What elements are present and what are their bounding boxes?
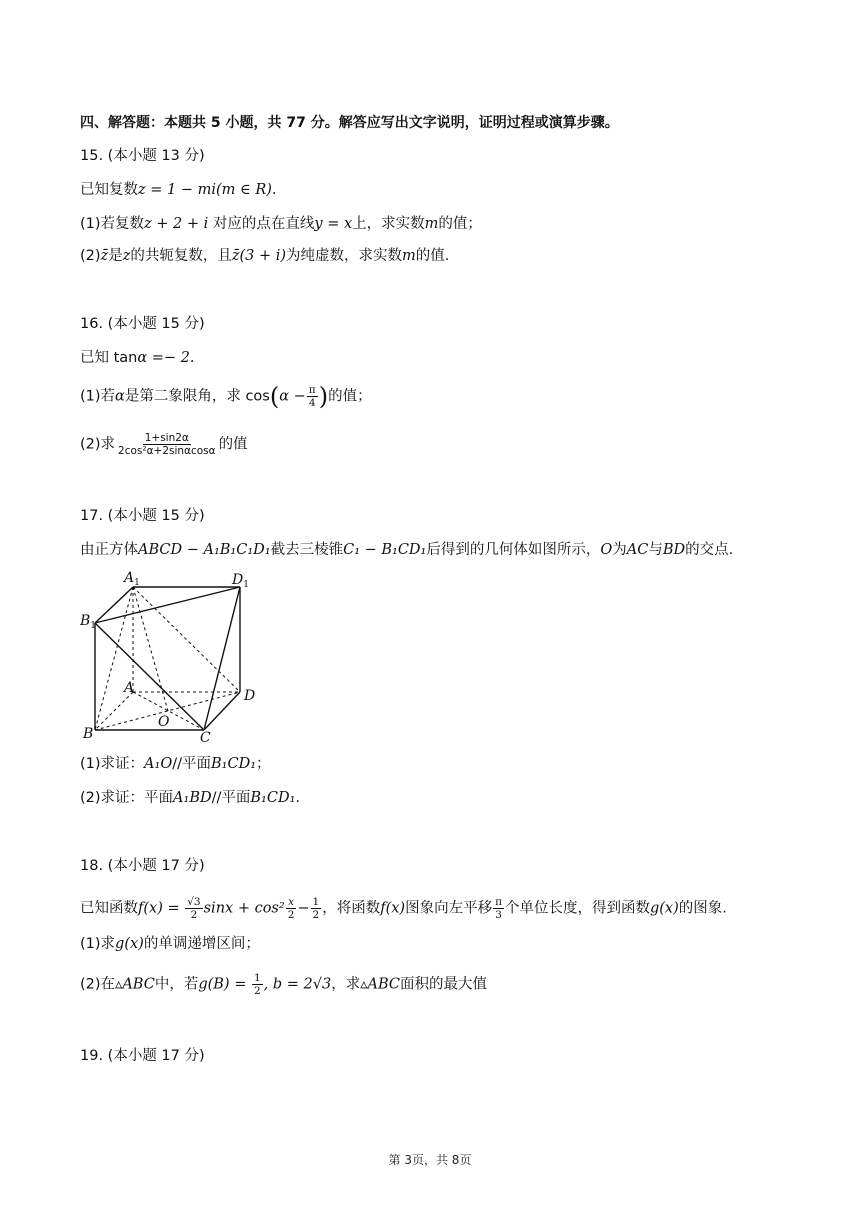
- q18-part1: (1)求g(x)的单调递增区间；: [80, 936, 260, 952]
- q17-geometry-figure: [80, 570, 270, 749]
- q19-title: 19. (本小题 17 分): [80, 1048, 205, 1064]
- cube-figure-svg: [80, 570, 270, 745]
- edge-a1b: [95, 587, 133, 730]
- q15-part1: (1)若复数z + 2 + i 对应的点在直线y = x上，求实数m的值；: [80, 216, 482, 232]
- q18-title: 18. (本小题 17 分): [80, 858, 205, 874]
- q15-stem: 已知复数z = 1 − mi(m ∈ R).: [80, 182, 277, 198]
- label-C: C: [200, 730, 211, 745]
- q16-part1: (1)若α是第二象限角，求 cos(α − $\frac{\pi}{4}$ )的值；: [80, 382, 372, 411]
- label-B: B: [83, 726, 94, 742]
- q16-part2: (2)求 $\frac{1+\sin 2\alpha}{\text{2cos²α+2sinαcosα}}$ 的值: [80, 432, 248, 457]
- q16-stem: 已知 tanα =− 2.: [80, 350, 195, 366]
- section-heading: 四、解答题：本题共 5 小题，共 77 分。解答应写出文字说明，证明过程或演算步骤。: [80, 115, 619, 131]
- edge-d1c: [204, 587, 240, 730]
- label-A1: $A_1$: [124, 570, 140, 588]
- label-B1: $B_1$: [80, 613, 97, 631]
- q16-title: 16. (本小题 15 分): [80, 316, 205, 332]
- label-A: A: [124, 680, 135, 696]
- q15-title: 15. (本小题 13 分): [80, 148, 205, 164]
- label-O: O: [158, 714, 170, 730]
- label-D1: $D_1$: [232, 572, 249, 590]
- q17-part1: (1)求证：A₁O//平面B₁CD₁；: [80, 756, 271, 772]
- q18-stem: 已知函数f(x) = $\frac{√3}{2}$ sinx + cos² $\frac{x}{2}$ − $\frac{1}{2}$ ，将函数f(x)图象向左平移 $\frac{\pi}{3}$ 个单位长度，得到函数g(x)的图象.: [80, 896, 727, 921]
- q17-title: 17. (本小题 15 分): [80, 508, 205, 524]
- q17-stem: 由正方体ABCD − A₁B₁C₁D₁截去三棱锥C₁ − B₁CD₁后得到的几何体如图所示，O为AC与BD的交点.: [80, 542, 734, 558]
- page-footer: 第 3页，共 8页: [388, 1153, 472, 1167]
- q17-part2: (2)求证：平面A₁BD//平面B₁CD₁.: [80, 790, 301, 806]
- label-D: D: [244, 688, 256, 704]
- q18-part2: (2)在▵ABC中，若g(B) = $\frac{1}{2}$ , b = 2√3，求▵ABC面积的最大值: [80, 972, 487, 997]
- edge-ab: [95, 692, 133, 730]
- edge-b1d1: [95, 587, 240, 623]
- q15-part2: (2)z̄是z的共轭复数，且z̄(3 + i)为纯虚数，求实数m的值.: [80, 248, 450, 264]
